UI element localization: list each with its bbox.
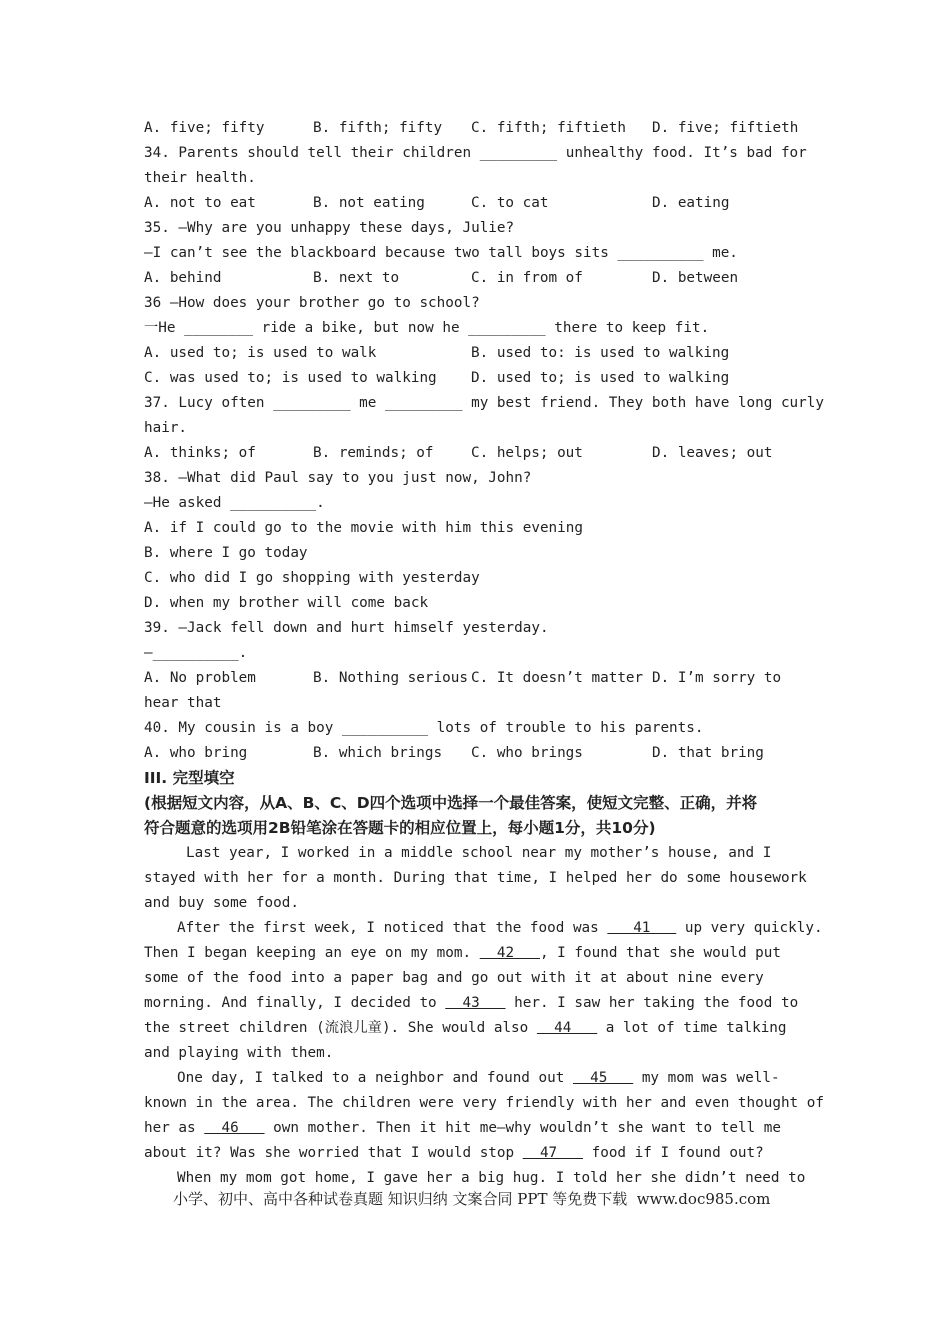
passage-p1-line1: Last year, I worked in a middle school near my mother’s house, and I <box>186 845 772 861</box>
q38-option-a: A. if I could go to the movie with him this evening <box>144 520 583 536</box>
section-title: III. 完型填空 <box>144 769 235 787</box>
q40-option-a: A. who bring <box>144 745 248 761</box>
q38-option-b: B. where I go today <box>144 545 308 561</box>
passage-text: After the first week, I noticed that the food was <box>177 920 608 936</box>
section-instructions-line1: (根据短文内容，从A、B、C、D四个选项中选择一个最佳答案，使短文完整、正确，并将 <box>144 794 758 812</box>
q37-option-d: D. leaves; out <box>652 445 773 461</box>
passage-text: my mom was well- <box>633 1070 780 1086</box>
q33-option-a: A. five; fifty <box>144 120 265 136</box>
q38-option-c: C. who did I go shopping with yesterday <box>144 570 480 586</box>
blank-44: 44 <box>536 1020 598 1036</box>
q36-option-c: C. was used to; is used to walking <box>144 370 437 386</box>
q38-option-d: D. when my brother will come back <box>144 595 429 611</box>
q36-stem-line2: 一He ________ ride a bike, but now he _________ there to keep fit. <box>144 320 710 336</box>
q33-option-d: D. five; fiftieth <box>652 120 799 136</box>
q36-stem-line1: 36 —How does your brother go to school? <box>144 295 480 311</box>
q37-option-c: C. helps; out <box>471 445 583 461</box>
q40-stem: 40. My cousin is a boy __________ lots of trouble to his parents. <box>144 720 704 736</box>
section-instructions-line2: 符合题意的选项用2B铅笔涂在答题卡的相应位置上，每小题1分，共10分) <box>144 819 656 837</box>
passage-p1-line2: stayed with her for a month. During that time, I helped her do some housework <box>144 870 807 886</box>
q35-options <box>144 266 814 291</box>
q34-options <box>144 191 814 216</box>
q37-option-a: A. thinks; of <box>144 445 256 461</box>
passage-text: Then I began keeping an eye on my mom. <box>144 945 480 961</box>
passage-p1-line3: and buy some food. <box>144 895 299 911</box>
q38-stem-line1: 38. —What did Paul say to you just now, John? <box>144 470 532 486</box>
passage-text: food if I found out? <box>583 1145 764 1161</box>
passage-p2-line5 <box>144 1016 814 1041</box>
passage-text: her. I saw her taking the food to <box>505 995 799 1011</box>
q34-stem-line2: their health. <box>144 170 256 186</box>
passage-p2-line6: and playing with them. <box>144 1045 334 1061</box>
passage-p3-line3 <box>144 1116 814 1141</box>
q35-stem-line2: —I can’t see the blackboard because two tall boys sits __________ me. <box>144 245 738 261</box>
q36-options-ab <box>144 341 814 366</box>
passage-text: own mother. Then it hit me—why wouldn’t she want to tell me <box>264 1120 781 1136</box>
q39-option-b: B. Nothing serious <box>313 670 468 686</box>
q38-stem-line2: —He asked __________. <box>144 495 325 511</box>
q34-option-d: D. eating <box>652 195 730 211</box>
blank-41: 41 <box>607 920 677 936</box>
passage-p2-line4 <box>144 991 814 1016</box>
q39-option-a: A. No problem <box>144 670 256 686</box>
blank-42: 42 <box>479 945 540 961</box>
q40-option-c: C. who brings <box>471 745 583 761</box>
q34-stem-line1: 34. Parents should tell their children _________ unhealthy food. It’s bad for <box>144 145 807 161</box>
q34-option-a: A. not to eat <box>144 195 256 211</box>
q39-option-c: C. It doesn’t matter <box>471 670 644 686</box>
q39-stem-line2: —__________. <box>144 645 248 661</box>
q34-option-b: B. not eating <box>313 195 425 211</box>
passage-text: a lot of time talking <box>597 1020 787 1036</box>
q40-options <box>144 741 814 766</box>
passage-text: morning. And finally, I decided to <box>144 995 446 1011</box>
q33-options <box>144 116 814 141</box>
q37-stem-line1: 37. Lucy often _________ me _________ my best friend. They both have long curly <box>144 395 824 411</box>
passage-text: up very quickly. <box>676 920 823 936</box>
q35-option-b: B. next to <box>313 270 400 286</box>
q35-stem-line1: 35. —Why are you unhappy these days, Julie? <box>144 220 515 236</box>
passage-p2-line3: some of the food into a paper bag and go out with it at about nine every <box>144 970 764 986</box>
q35-option-c: C. in from of <box>471 270 583 286</box>
q33-option-c: C. fifth; fiftieth <box>471 120 626 136</box>
q40-option-d: D. that bring <box>652 745 764 761</box>
q37-option-b: B. reminds; of <box>313 445 434 461</box>
q39-option-d: D. I’m sorry to <box>652 670 782 686</box>
passage-p2-line2 <box>144 941 814 966</box>
passage-p3-line2: known in the area. The children were very friendly with her and even thought of <box>144 1095 824 1111</box>
blank-43: 43 <box>445 995 506 1011</box>
q39-stem-line1: 39. —Jack fell down and hurt himself yesterday. <box>144 620 549 636</box>
q34-option-c: C. to cat <box>471 195 549 211</box>
passage-text: One day, I talked to a neighbor and found out <box>177 1070 573 1086</box>
blank-47: 47 <box>522 1145 583 1161</box>
q35-option-d: D. between <box>652 270 739 286</box>
q39-options <box>144 666 814 691</box>
blank-45: 45 <box>572 1070 634 1086</box>
passage-p2-line1 <box>144 916 823 941</box>
passage-text: her as <box>144 1120 205 1136</box>
passage-text: about it? Was she worried that I would stop <box>144 1145 523 1161</box>
passage-p4-line1: When my mom got home, I gave her a big hug. I told her she didn’t need to <box>177 1170 806 1186</box>
passage-p3-line4 <box>144 1141 814 1166</box>
q37-stem-line2: hair. <box>144 420 188 436</box>
document-page <box>144 116 824 1191</box>
q36-options-cd <box>144 366 814 391</box>
passage-text: , I found that she would put <box>539 945 781 961</box>
q35-option-a: A. behind <box>144 270 222 286</box>
q33-option-b: B. fifth; fifty <box>313 120 443 136</box>
footer-watermark: 小学、初中、高中各种试卷真题 知识归纳 文案合同 PPT 等免费下载 www.doc985.com <box>173 1190 771 1208</box>
q36-option-a: A. used to; is used to walk <box>144 345 377 361</box>
passage-p3-line1 <box>144 1066 814 1091</box>
q36-option-b: B. used to: is used to walking <box>471 345 730 361</box>
blank-46: 46 <box>204 1120 265 1136</box>
q36-option-d: D. used to; is used to walking <box>471 370 730 386</box>
q39-option-d-continued: hear that <box>144 695 222 711</box>
passage-text: the street children (流浪儿童). She would also <box>144 1020 537 1036</box>
q37-options <box>144 441 814 466</box>
q40-option-b: B. which brings <box>313 745 443 761</box>
